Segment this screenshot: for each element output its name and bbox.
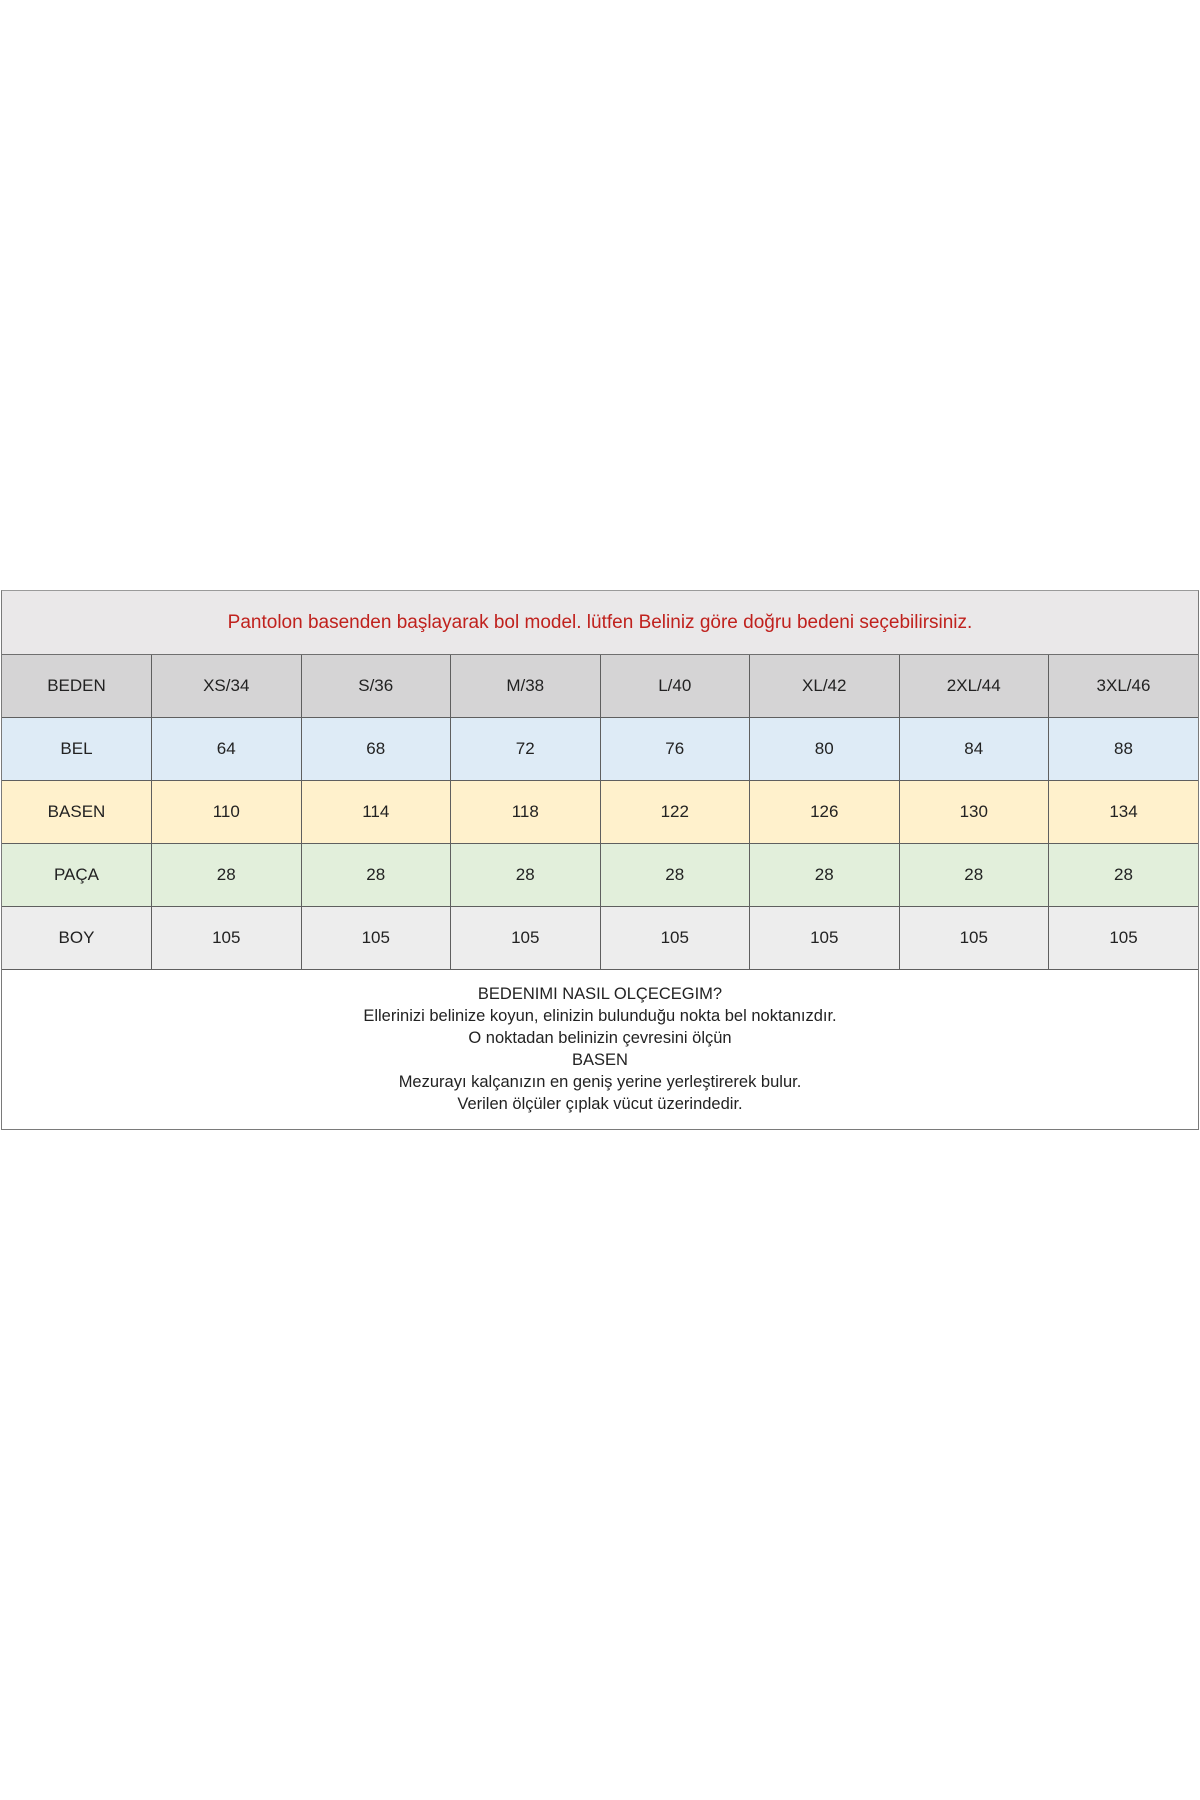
instruction-line: Mezurayı kalçanızın en geniş yerine yerleştirerek bulur. bbox=[398, 1073, 802, 1091]
measuring-instructions bbox=[2, 970, 1198, 1115]
table-cell: 72 bbox=[451, 718, 601, 781]
instructions-heading: BEDENIMI NASIL OLÇECEGIM? bbox=[477, 985, 723, 1003]
table-cell: 28 bbox=[899, 844, 1049, 907]
table-cell: 105 bbox=[600, 907, 750, 970]
table-cell: 126 bbox=[750, 781, 900, 844]
size-header-cell: M/38 bbox=[451, 655, 601, 718]
table-cell: 118 bbox=[451, 781, 601, 844]
table-cell: 28 bbox=[152, 844, 302, 907]
table-row-header bbox=[2, 655, 1198, 718]
table-cell: 64 bbox=[152, 718, 302, 781]
table-cell: 88 bbox=[1049, 718, 1199, 781]
instruction-line: Ellerinizi belinize koyun, elinizin bulunduğu nokta bel noktanızdır. bbox=[363, 1007, 837, 1025]
size-header-cell: L/40 bbox=[600, 655, 750, 718]
table-row-bel bbox=[2, 718, 1198, 781]
row-label-paca: PAÇA bbox=[2, 844, 152, 907]
table-cell: 130 bbox=[899, 781, 1049, 844]
table-cell: 84 bbox=[899, 718, 1049, 781]
size-header-cell: 3XL/46 bbox=[1049, 655, 1199, 718]
row-label-beden: BEDEN bbox=[2, 655, 152, 718]
table-cell: 28 bbox=[600, 844, 750, 907]
row-label-basen: BASEN bbox=[2, 781, 152, 844]
table-cell: 114 bbox=[301, 781, 451, 844]
table-cell: 105 bbox=[301, 907, 451, 970]
table-cell: 28 bbox=[451, 844, 601, 907]
table-cell: 105 bbox=[152, 907, 302, 970]
table-row-boy bbox=[2, 907, 1198, 970]
table-row-basen bbox=[2, 781, 1198, 844]
row-label-boy: BOY bbox=[2, 907, 152, 970]
table-cell: 76 bbox=[600, 718, 750, 781]
size-chart-banner: Pantolon basenden başlayarak bol model. lütfen Beliniz göre doğru bedeni seçebilirsiniz. bbox=[2, 591, 1198, 655]
table-cell: 105 bbox=[451, 907, 601, 970]
table-cell: 134 bbox=[1049, 781, 1199, 844]
table-cell: 28 bbox=[750, 844, 900, 907]
row-label-bel: BEL bbox=[2, 718, 152, 781]
instruction-line: Verilen ölçüler çıplak vücut üzerindedir. bbox=[457, 1095, 743, 1113]
table-cell: 28 bbox=[1049, 844, 1199, 907]
size-header-cell: 2XL/44 bbox=[899, 655, 1049, 718]
instruction-subheading: BASEN bbox=[572, 1051, 628, 1069]
table-cell: 68 bbox=[301, 718, 451, 781]
table-cell: 122 bbox=[600, 781, 750, 844]
size-header-cell: XS/34 bbox=[152, 655, 302, 718]
size-header-cell: S/36 bbox=[301, 655, 451, 718]
table-cell: 110 bbox=[152, 781, 302, 844]
size-table bbox=[2, 655, 1198, 970]
table-cell: 105 bbox=[899, 907, 1049, 970]
table-cell: 105 bbox=[750, 907, 900, 970]
size-header-cell: XL/42 bbox=[750, 655, 900, 718]
table-cell: 28 bbox=[301, 844, 451, 907]
instruction-line: O noktadan belinizin çevresini ölçün bbox=[468, 1029, 732, 1047]
size-chart bbox=[1, 590, 1199, 1130]
table-cell: 105 bbox=[1049, 907, 1199, 970]
table-cell: 80 bbox=[750, 718, 900, 781]
table-row-paca bbox=[2, 844, 1198, 907]
